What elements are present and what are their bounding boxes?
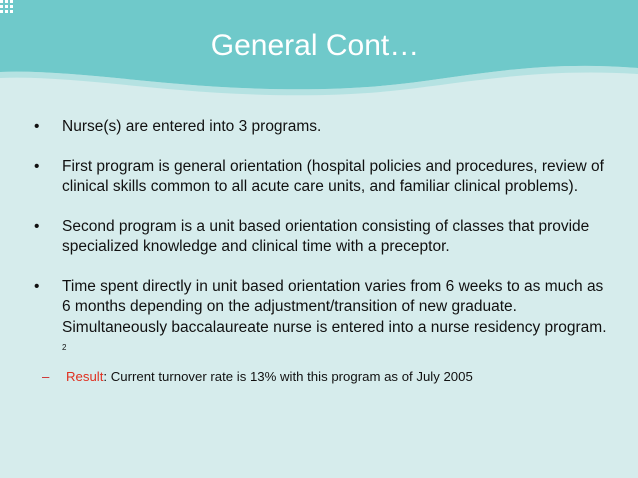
- slide-header: [0, 0, 638, 96]
- bullet-item: [34, 157, 614, 198]
- bullet-item: [34, 277, 614, 363]
- bullet-text: Second program is a unit based orientation consisting of classes that provide specialized knowledge and clinical time with a preceptor.: [62, 217, 590, 255]
- result-text: : Current turnover rate is 13% with this program as of July 2005: [103, 368, 473, 384]
- slide-body: [34, 117, 614, 386]
- bullet-text: Time spent directly in unit based orientation varies from 6 weeks to as much as 6 months depending on the adjustment/transition of new graduate. Simultaneously baccalaureate nurse is entered into a nurse residency program.: [62, 277, 607, 336]
- grid-ornament-icon: [0, 0, 16, 16]
- bullet-text: Nurse(s) are entered into 3 programs.: [62, 118, 322, 135]
- slide-title: General Cont…: [210, 29, 420, 62]
- bullet-symbol: •: [34, 118, 40, 135]
- bullet-symbol: •: [34, 157, 40, 175]
- bullet-symbol: •: [34, 277, 40, 295]
- dash-symbol: –: [42, 368, 50, 384]
- sub-bullet-item: [34, 368, 614, 386]
- bullet-text: First program is general orientation (hospital policies and procedures, review of clinical skills common to all acute care units, and familiar clinical problems).: [62, 157, 604, 195]
- footnote-reference: 2: [62, 343, 67, 352]
- bullet-item: [34, 117, 614, 138]
- result-label: Result: [66, 368, 104, 384]
- bullet-symbol: •: [34, 217, 40, 235]
- bullet-item: [34, 217, 614, 258]
